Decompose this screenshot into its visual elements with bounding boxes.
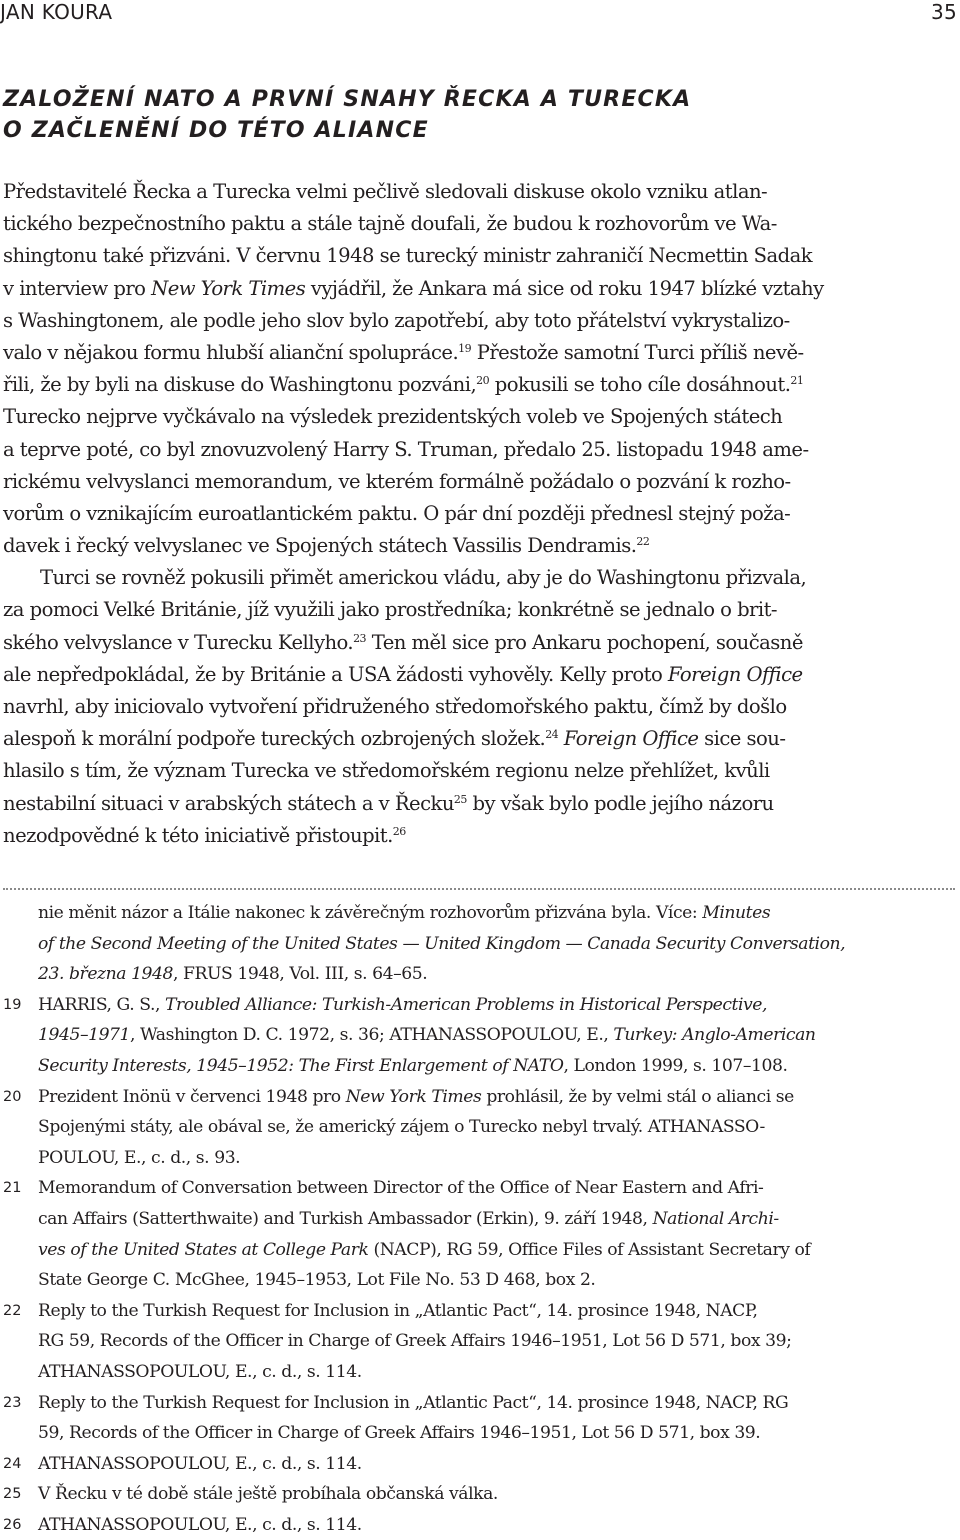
footnote-ref-23[interactable]: 23 [353,631,367,645]
body-text-span: shingtonu také přizváni. V červnu 1948 se turecký ministr zahraničí Necmettin Sadak [3,244,813,268]
body-line [3,273,953,305]
text-run: ale nepředpokládal, že by Británie a USA žádosti vyhověly. Kelly proto [3,662,668,686]
text-run: can Affairs (Satterthwaite) and Turkish Ambassador (Erkin), 9. září 1948, [38,1208,653,1229]
text-run: pokusili se toho cíle dosáhnout. [489,373,791,397]
running-head-author: JAN KOURA [0,0,113,24]
footnote-ref-22[interactable]: 22 [636,535,650,549]
text-run: Ten měl sice pro Ankaru pochopení, současně [366,630,803,654]
text-run: davek i řecký velvyslanec ve Spojených státech Vassilis Dendramis. [3,534,637,558]
footnote-text: ATHANASSOPOULOU, E., c. d., s. 114. [38,1361,362,1382]
footnote-26 [3,1510,955,1540]
footnote-text: Memorandum of Conversation between Director of the Office of Near Eastern and Afri- [38,1178,764,1199]
body-text-span [3,337,804,369]
footnote-text [38,1235,810,1266]
italic-title: National Archi- [652,1208,779,1229]
text-run: by však bylo podle jejího názoru [466,791,774,815]
footnote-number: 24 [3,1455,22,1472]
italic-title: Security Interests, 1945–1952: The First Enlargement of NATO [38,1055,564,1076]
footnote-23 [3,1388,955,1419]
body-text-span: Turci se rovněž pokusili přimět americkou vládu, aby je do Washingtonu přizvala, [40,566,807,590]
footnote-ref-24[interactable]: 24 [545,728,559,742]
footnote-ref-20[interactable]: 20 [476,374,490,388]
footnote-line [3,1326,955,1357]
body-line [3,594,953,626]
body-text-span: vorům o vznikajícím euroatlantickém paktu. O pár dní později přednesl stejný poža- [3,501,791,525]
footnote-21 [3,1173,955,1204]
footnote-25 [3,1479,955,1510]
body-text-span [3,723,785,755]
footnote-number: 25 [3,1486,22,1503]
text-run: valo v nějakou formu hlubší alianční spolupráce. [3,340,459,364]
footnote-line [3,1051,955,1082]
footnote-number: 19 [3,996,22,1013]
italic-title: Minutes [702,903,771,923]
footnote-text: ATHANASSOPOULOU, E., c. d., s. 114. [38,1453,362,1474]
body-text-span: Turecko nejprve vyčkávalo na výsledek prezidentských voleb ve Spojených státech [3,405,783,429]
text-run: ského velvyslance v Turecku Kellyho. [3,630,354,654]
footnote-line [3,1265,955,1296]
footnote-text: Reply to the Turkish Request for Inclusion in „Atlantic Pact“, 14. prosince 1948, NACP, [38,1300,758,1321]
text-run: alespoň k morální podpoře tureckých ozbrojených složek. [3,727,546,751]
footnote-number: 21 [3,1180,22,1197]
body-line [3,176,953,208]
body-line [3,305,953,337]
body-line [3,466,953,498]
body-line [3,820,953,852]
body-line [3,208,953,240]
footnote-line [3,1418,955,1449]
body-line [3,498,953,530]
footnote-20 [3,1082,955,1113]
body-line [3,627,953,659]
footnote-line [3,1204,955,1235]
footnote-text: Reply to the Turkish Request for Inclusion in „Atlantic Pact“, 14. prosince 1948, NACP, RG [38,1392,789,1413]
page-number: 35 [930,0,957,24]
text-run: Přestože samotní Turci příliš nevě- [471,340,804,364]
footnote-line [3,1020,955,1051]
section-title-line: O ZAČLENĚNÍ DO TÉTO ALIANCE [3,118,429,143]
text-run: , Washington D. C. 1972, s. 36; ATHANASSOPOULOU, E., [130,1025,614,1046]
italic-title: Troubled Alliance: Turkish-American Problems in Historical Perspective, [165,994,767,1015]
footnote-text [38,1051,788,1082]
body-text-span [3,627,803,659]
text-run: vyjádřil, že Ankara má sice od roku 1947 blízké vztahy [305,276,824,300]
footnote-24 [3,1449,955,1480]
footnote-line [3,1112,955,1143]
body-text-span: za pomoci Velké Británie, jíž využili jako prostředníka; konkrétně se jednalo o brit- [3,598,777,622]
italic-title: ves of the United States at College Park [38,1239,369,1260]
text-run: , London 1999, s. 107–108. [563,1055,788,1076]
italic-title: Foreign Office [563,727,699,751]
footnote-text [38,1082,794,1113]
footnote-number: 26 [3,1516,22,1533]
body-text-span: tického bezpečnostního paktu a stále tajně doufali, že budou k rozhovorům ve Wa- [3,212,777,236]
footnote-text [38,1020,816,1051]
footnote-ref-26[interactable]: 26 [392,824,406,838]
italic-title: New York Times [151,276,306,300]
section-title-line: ZALOŽENÍ NATO A PRVNÍ SNAHY ŘECKA A TURECKA [3,87,692,112]
body-line [3,755,953,787]
body-line [3,401,953,433]
text-run: nie měnit názor a Itálie nakonec k závěrečným rozhovorům přizvána byla. Více: [38,903,703,923]
body-line [3,434,953,466]
footnote-text: POULOU, E., c. d., s. 93. [38,1147,241,1168]
italic-title: Foreign Office [667,662,803,686]
text-run: , FRUS 1948, Vol. III, s. 64–65. [173,964,428,985]
body-text-span [3,369,803,401]
footnote-text: Spojenými státy, ale obával se, že americký zájem o Turecko nebyl trvalý. ATHANASSO- [38,1117,765,1138]
body-line [3,691,953,723]
body-text-span: hlasilo s tím, že význam Turecka ve středomořském regionu nelze přehlížet, kvůli [3,759,770,783]
italic-title: Turkey: Anglo-American [613,1025,816,1046]
footnote-line [3,1357,955,1388]
body-text-span [3,530,649,562]
footnote-number: 23 [3,1394,22,1411]
italic-title: 1945–1971 [38,1025,131,1046]
footnote-19 [3,990,955,1021]
footnote-number: 22 [3,1302,22,1319]
body-text [3,176,953,852]
footnote-line [3,898,955,929]
text-run: nestabilní situaci v arabských státech a v Řecku [3,791,454,815]
body-text-span: s Washingtonem, ale podle jeho slov bylo zapotřebí, aby toto přátelství vykrystalizo- [3,308,790,332]
footnote-text [38,1204,779,1235]
body-text-span: rickému velvyslanci memorandum, ve kterém formálně požádalo o pozvání k rozho- [3,469,791,493]
footnote-line [3,959,955,990]
italic-title: New York Times [345,1086,482,1107]
footnote-text [38,990,767,1021]
body-text-span [3,659,803,691]
footnote-text [38,959,427,990]
text-run: nezodpovědné k této iniciativě přistoupit. [3,823,393,847]
footnote-line [3,1235,955,1266]
footnote-text: 59, Records of the Officer in Charge of Greek Affairs 1946–1951, Lot 56 D 571, box 39. [38,1423,761,1444]
footnote-text: State George C. McGhee, 1945–1953, Lot File No. 53 D 468, box 2. [38,1270,596,1291]
body-line [3,659,953,691]
text-run: HARRIS, G. S., [38,994,166,1015]
footnote-text: ATHANASSOPOULOU, E., c. d., s. 114. [38,1514,362,1535]
body-text-span: a teprve poté, co byl znovuzvolený Harry S. Truman, předalo 25. listopadu 1948 ame- [3,437,809,461]
footnote-number: 20 [3,1088,22,1105]
italic-title: of the Second Meeting of the United States — United Kingdom — Canada Security Conversation, [38,933,846,954]
text-run: prohlásil, že by velmi stál o alianci se [481,1086,794,1107]
body-line [3,788,953,820]
text-run: sice sou- [698,727,786,751]
body-line [3,240,953,272]
body-text-span [3,820,406,852]
text-run: (NACP), RG 59, Office Files of Assistant Secretary of [368,1239,811,1260]
italic-title: 23. března 1948 [38,964,174,985]
footnote-ref-25[interactable]: 25 [453,792,467,806]
text-run: v interview pro [3,276,152,300]
section-title [3,84,953,146]
body-line [3,369,953,401]
footnote-ref-21[interactable]: 21 [790,374,804,388]
footnote-ref-19[interactable]: 19 [458,341,472,355]
body-line [3,723,953,755]
footnote-22 [3,1296,955,1327]
body-text-span: navrhl, aby iniciovalo vytvoření přidruženého středomořského paktu, čímž by došlo [3,695,787,718]
footnote-text: V Řecku v té době stále ještě probíhala občanská válka. [38,1484,498,1505]
body-text-span [3,273,824,305]
footnote-text [38,898,770,929]
footnote-text: RG 59, Records of the Officer in Charge of Greek Affairs 1946–1951, Lot 56 D 571, box 39; [38,1331,792,1352]
body-line [3,337,953,369]
footnotes [3,898,955,1540]
footnote-divider [3,888,955,890]
text-run: Prezident Inönü v červenci 1948 pro [38,1086,346,1107]
body-line [3,562,953,594]
body-text-span: Představitelé Řecka a Turecka velmi pečlivě sledovali diskuse okolo vzniku atlan- [3,180,768,203]
text-run: řili, že by byli na diskuse do Washingtonu pozváni, [3,373,477,397]
body-text-span [3,788,774,820]
body-line [3,530,953,562]
running-head [0,0,960,24]
footnote-line [3,929,955,960]
footnote-line [3,1143,955,1174]
